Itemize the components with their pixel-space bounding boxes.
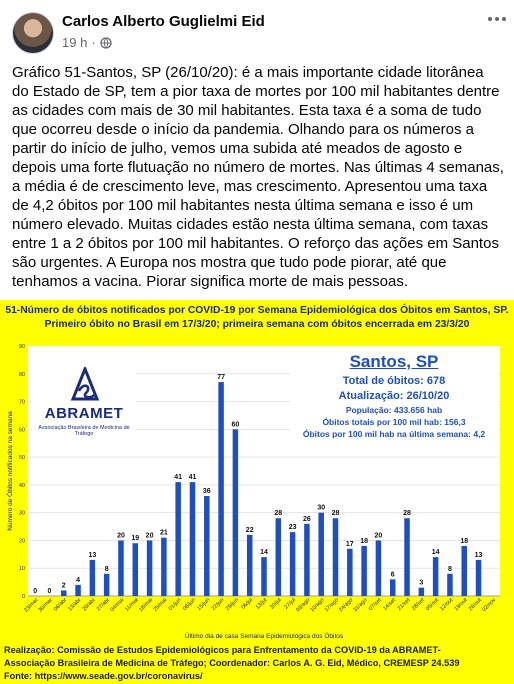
- y-tick-label: 40: [18, 482, 25, 489]
- abramet-logo: [32, 355, 136, 451]
- chart-title-line2: Primeiro óbito no Brasil em 17/3/20; primeira semana com óbitos encerrada em 23/3/20: [44, 319, 470, 330]
- x-tick-label: 02/nov: [481, 597, 498, 614]
- logo-subtitle: Associação Brasileira de Medicina de Tráfego: [38, 425, 130, 437]
- bar-value-label: 20: [145, 532, 154, 540]
- y-tick-label: 80: [18, 371, 25, 378]
- x-tick-label: 26/out: [467, 597, 483, 613]
- post-header: [0, 0, 514, 62]
- post-time[interactable]: 19 h: [62, 35, 88, 50]
- bar-value-label: 2: [61, 582, 66, 590]
- x-tick-label: 10/ago: [309, 597, 326, 614]
- bar-value-label: 20: [374, 532, 383, 540]
- bar: [419, 588, 425, 596]
- bar-value-label: 36: [202, 488, 211, 495]
- bar-value-label: 18: [460, 538, 469, 545]
- bar-value-label: 41: [188, 474, 197, 482]
- y-tick-label: 70: [18, 399, 25, 406]
- bar: [247, 535, 253, 596]
- bar: [190, 482, 196, 596]
- x-tick-label: 04/mai: [109, 597, 126, 614]
- bar: [461, 546, 467, 596]
- bar: [318, 513, 324, 596]
- x-tick-label: 25/mai: [152, 597, 169, 614]
- x-axis-title: Último dia de casa Semana Epidemiológica dos Óbitos: [184, 633, 344, 640]
- bar-value-label: 22: [245, 526, 254, 534]
- post-meta: [62, 35, 112, 50]
- info-rate-total: Óbitos totais por 100 mil hab: 156,3: [322, 417, 466, 427]
- bar: [104, 574, 110, 596]
- chart-title: [0, 304, 514, 332]
- bar: [175, 482, 181, 596]
- bar: [390, 579, 396, 596]
- bar: [276, 518, 282, 596]
- meta-separator: ·: [91, 35, 96, 50]
- footer-line3: Fonte: https://www.seade.gov.br/coronavirus/: [4, 671, 203, 681]
- bar-value-label: 0: [47, 588, 52, 595]
- bar: [61, 590, 67, 596]
- bar-value-label: 3: [419, 579, 424, 587]
- bar: [204, 496, 210, 596]
- y-tick-label: 30: [18, 510, 25, 517]
- x-tick-label: 05/out: [424, 597, 441, 613]
- bar: [261, 557, 267, 596]
- x-tick-label: 27/jul: [283, 597, 298, 611]
- x-tick-label: 13/abr: [67, 597, 83, 613]
- y-tick-label: 90: [18, 344, 25, 350]
- bar: [476, 560, 482, 596]
- x-tick-label: 03/ago: [295, 597, 312, 614]
- bar: [147, 540, 153, 596]
- bar: [161, 538, 167, 596]
- x-tick-label: 17/ago: [323, 597, 340, 614]
- x-tick-label: 27/abr: [95, 597, 112, 613]
- bar-value-label: 30: [317, 504, 326, 512]
- bar-value-label: 28: [331, 510, 340, 518]
- x-tick-label: 01/jun: [167, 597, 183, 613]
- bar-value-label: 8: [104, 565, 109, 573]
- bar-value-label: 20: [117, 532, 125, 540]
- x-tick-label: 21/set: [396, 597, 412, 613]
- bar: [361, 546, 367, 596]
- bar: [404, 518, 410, 596]
- bar-value-label: 17: [345, 540, 354, 548]
- x-tick-label: 30/mar: [37, 597, 54, 614]
- x-tick-label: 12/out: [439, 597, 455, 613]
- y-axis-title: Número de Óbitos notificados na semana: [7, 411, 14, 531]
- bar-value-label: 8: [447, 565, 452, 573]
- x-tick-label: 06/jul: [240, 597, 255, 611]
- x-tick-label: 28/set: [410, 597, 426, 613]
- info-rate-week: Óbitos por 100 mil hab na última semana: 4,2: [302, 429, 486, 439]
- bar-value-label: 13: [88, 551, 97, 559]
- bar-value-label: 28: [274, 510, 283, 518]
- chart-title-line1: 51-Número de óbitos notificados por COVID-19 por Semana Epidemiológica dos Óbitos em Santos, SP.: [5, 305, 509, 316]
- bar-value-label: 60: [231, 421, 240, 429]
- info-update: Atualização: 26/10/20: [338, 390, 450, 402]
- bar-value-label: 0: [33, 588, 38, 595]
- x-tick-label: 20/abr: [81, 597, 97, 613]
- bar: [376, 540, 382, 596]
- bar-value-label: 77: [217, 374, 225, 382]
- y-tick-label: 50: [18, 455, 25, 462]
- x-tick-label: 24/ago: [338, 597, 355, 614]
- globe-icon: [100, 37, 112, 49]
- bar-value-label: 18: [360, 538, 369, 545]
- bar: [75, 585, 81, 596]
- x-tick-label: 18/mai: [138, 597, 154, 614]
- bar-value-label: 41: [174, 474, 183, 482]
- abramet-logo-icon: [70, 367, 100, 401]
- more-horizontal-icon[interactable]: [486, 12, 508, 26]
- bar: [233, 429, 239, 596]
- x-tick-label: 22/jun: [210, 597, 226, 613]
- bar-value-label: 26: [303, 515, 311, 523]
- info-city: Santos, SP: [349, 352, 439, 371]
- bar: [447, 574, 453, 596]
- info-box: [290, 348, 498, 444]
- bar-value-label: 6: [390, 571, 395, 579]
- bar-value-label: 23: [288, 524, 297, 532]
- y-tick-label: 10: [18, 566, 25, 573]
- x-tick-label: 15/jun: [196, 597, 212, 613]
- footer-line2: Associação Brasileira de Medicina de Tráfego; Coordenador: Carlos A. G. Eid, Médico, CREMESP 24.539: [4, 658, 460, 668]
- chart-image[interactable]: [0, 300, 514, 684]
- x-tick-label: 07/set: [368, 597, 383, 613]
- x-tick-label: 08/jun: [182, 597, 197, 613]
- bar-value-label: 4: [76, 576, 81, 584]
- bar: [218, 382, 224, 596]
- bar-value-label: 14: [260, 549, 268, 557]
- bar: [304, 524, 310, 596]
- bar: [347, 549, 353, 596]
- y-tick-label: 20: [18, 538, 25, 545]
- chart-footer: [4, 644, 510, 683]
- bar-value-label: 13: [474, 551, 483, 559]
- info-total: Total de óbitos: 678: [342, 375, 446, 387]
- author-name[interactable]: Carlos Alberto Guglielmi Eid: [62, 13, 265, 30]
- x-tick-label: 19/out: [453, 597, 469, 613]
- x-tick-label: 14/set: [382, 597, 398, 613]
- bar: [90, 560, 96, 596]
- x-tick-label: 06/abr: [52, 597, 69, 613]
- info-population: População: 433.656 hab: [345, 405, 443, 415]
- bar: [290, 532, 296, 596]
- x-tick-label: 29/jun: [224, 597, 240, 613]
- footer-line1: Realização: Comissão de Estudos Epidemiológicos para Enfrentamento da COVID-19 da ABRAMET-: [4, 645, 441, 655]
- x-tick-label: 20/jul: [269, 597, 283, 611]
- bar-value-label: 19: [131, 535, 140, 543]
- post-text: Gráfico 51-Santos, SP (26/10/20): é a mais importante cidade litorânea do Estado de SP, tem a pior taxa de mortes por 100 mil habitantes dentre as cidades com mais de 30 mil habitantes. Esta taxa é a soma de tudo que ocorreu desde o início da pandemia. Olhando para os números a partir do início de julho, vemos uma subida até meados de agosto e depois uma forte flutuação no número de mortes. Nas últimas 4 semanas, a média é de crescimento leve, mas crescimento. Apresentou uma taxa de 4,2 óbitos por 100 mil habitantes nesta última semana e isso é um número elevado. Muitas cidades estão nesta última semana, com taxas entre 1 a 2 óbitos por 100 mil habitantes. O reforço das ações em Santos são urgentes. A Europa nos mostra que tudo pode piorar, até que tenhamos a vacina. Piorar significa morte de mais pessoas.: [12, 64, 504, 290]
- bar: [333, 518, 339, 596]
- bar: [433, 557, 439, 596]
- bar: [118, 540, 124, 596]
- y-tick-label: 0: [21, 594, 25, 600]
- x-tick-label: 11/mai: [124, 597, 140, 613]
- bar-value-label: 21: [159, 529, 168, 537]
- bar-value-label: 14: [431, 549, 440, 557]
- bar: [133, 543, 139, 596]
- y-tick-label: 60: [18, 427, 25, 434]
- logo-name: ABRAMET: [44, 405, 124, 422]
- x-tick-label: 13/jul: [254, 597, 269, 611]
- bar-value-label: 28: [403, 510, 411, 518]
- x-tick-label: 23/mar: [23, 597, 40, 614]
- x-tick-label: 31/ago: [352, 597, 369, 614]
- author-avatar[interactable]: [12, 12, 54, 54]
